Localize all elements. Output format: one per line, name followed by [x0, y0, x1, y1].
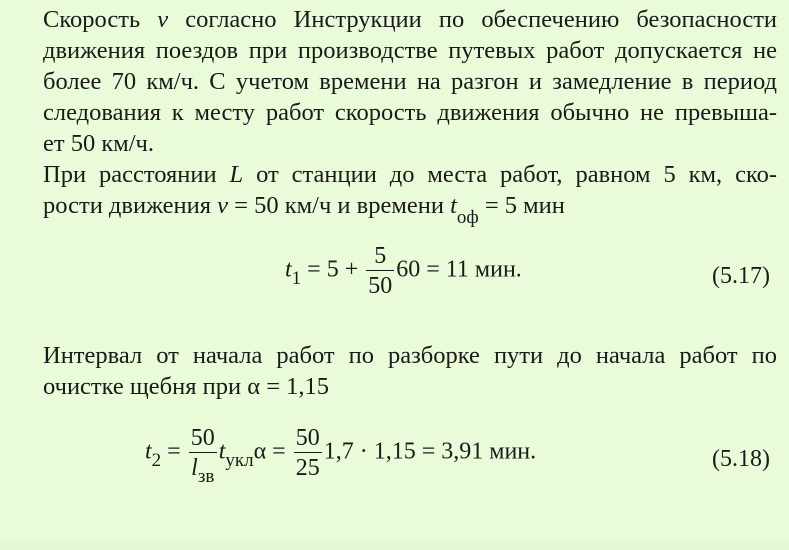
paragraph-speed-limit: Скорость v согласно Инструкции по обеспечению безопасности движения поездов при производстве путевых работ допускается не более 70 км/ч. С учетом времени на разгон и замедление в период следования к месту работ скорость движения обычно не превыша- ет 50 км/ч. [43, 6, 778, 157]
fraction: $\frac{5}{50}$ [368, 243, 393, 299]
formula-t2: $t_2$ = $\frac{50}{l_{зв}}$ $t_{укл}\alpha$ = $\frac{50}{25}$ 1,7 · 1,15 = 3,91 мин. [145, 425, 537, 487]
equation-number: (5.18) [712, 446, 770, 472]
equation-number: (5.17) [712, 263, 770, 289]
paragraph-interval: Интервал от начала работ по разборке пути до начала работ по очистке щебня при α = 1,15 [43, 342, 777, 400]
fraction: $\frac{50}{l_{зв}}$ [190, 425, 215, 487]
bottom-band [0, 540, 789, 550]
formula-t1: $t_1 = 5$ + $\frac{5}{50}$ 60 = 11 мин. [285, 243, 522, 299]
fraction: $\frac{50}{25}$ [295, 425, 320, 481]
paragraph-conditions: При расстоянии L от станции до места работ, равном 5 км, ско- рости движения v = 50 км/ч и времени $t_{оф} = 5$ мин [43, 161, 778, 228]
